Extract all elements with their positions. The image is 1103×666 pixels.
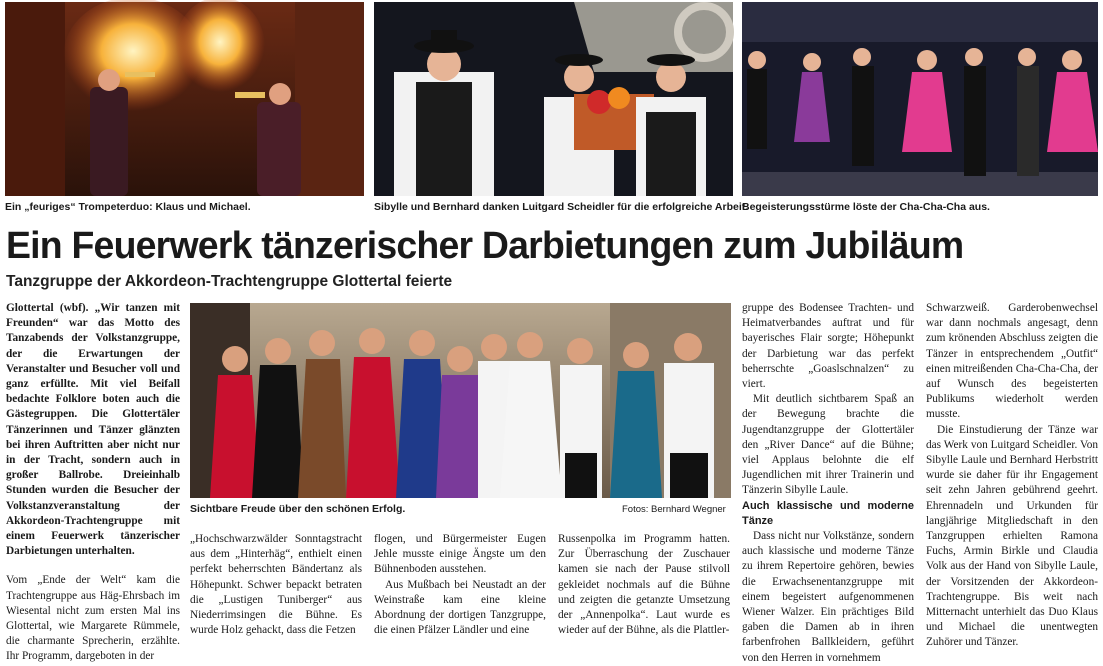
- article-section-heading: Auch klassische und moderne Tänze: [742, 499, 914, 527]
- photo-group: [190, 303, 731, 498]
- photo-trumpet-duo: [5, 2, 364, 196]
- article-paragraph: Aus Mußbach bei Neustadt an der Weinstraße kam eine kleine Abordnung der dortigen Tanzgruppe, die einen Pfälzer Ländler und eine: [374, 578, 546, 637]
- article-column-4: [558, 532, 730, 635]
- article-paragraph: Schwarzweiß. Garderobenwechsel war dann nochmals angesagt, denn zum krönenden Abschluss zeigten die Tänzer in entsprechendem „Outfit“ einen mitreißenden Cha-Cha-Cha, der auf Wunsch des begeisterten Publikums wiederholt werden musste.: [926, 302, 1098, 421]
- article-paragraph: „Hochschwarzwälder Sonntagstracht aus dem „Hinterhäg“, enthielt einen perfekt beherrschten Bändertanz als Höhepunkt. Schwer bepackt betraten die „Lustigen Tuniberger“ aus Niederrimsingen die Bühne. Es wurde Holz gehackt, dass die Fetzen: [190, 533, 362, 637]
- byline: Glottertal (wbf).: [6, 302, 89, 314]
- article-paragraph: Die Einstudierung der Tänze war das Werk von Luitgard Scheidler. Von Sibylle Laule und Bernhard Herbstritt wurde sie daher für ihr Engagement seit zehn Jahren gebührend geehrt. Ehrennadeln und Urkunden für langjährige Mitgliedschaft in den Tanzgruppen erhielten Ramona Fuchs, Armin Birkle und Claudia Volk aus der Hand von Sibylle Laule, der Vorsitzenden der Akkordeon-Trachtengruppe. Bis weit nach Mitternacht unterhielt das Duo Klaus und Michael die unentwegten Zuhörer und Tänzer.: [926, 423, 1098, 649]
- lead-text: „Wir tanzen mit Freunden“ war das Motto des Tanzabends der Volkstanzgruppe, der die Erwartungen der Veranstalter und Besucher voll und ganz erfüllte. Mit viel Beifall bedachte Folklore boten auch die Gästegruppen. Die Glottertäler Tänzerinnen und Tänzer glänzten bei ihren Auftritten aber nicht nur in der Tracht, sondern auch in großer Ballrobe. Dreieinhalb Stunden wurden die Besucher der Volkstanzveranstaltung der Akkordeon-Trachtengruppe mit einem Feuerwerk tänzerischer Darbietungen unterhalten.: [6, 302, 180, 558]
- article-column-1: [6, 301, 180, 663]
- photo-credit: Fotos: Bernhard Wegner: [622, 504, 726, 515]
- article-column-3: [374, 532, 546, 635]
- article-column-2: [190, 532, 362, 635]
- photo-caption-honoring: Sibylle und Bernhard danken Luitgard Scheidler für die erfolgreiche Arbeit.: [374, 201, 749, 213]
- photo-caption-cha-cha-cha: Begeisterungsstürme löste der Cha-Cha-Cha aus.: [742, 201, 990, 213]
- article-paragraph: gruppe des Bodensee Trachten- und Heimatverbandes auftrat und für bayerisches Flair sorgte; Höhepunkt der Darbietung war das perfekt beherrschte „Goaslschnalzen“ zu viert.: [742, 302, 914, 391]
- article-paragraph: Dass nicht nur Volkstänze, sondern auch klassische und moderne Tänze zu ihrem Repertoire gehören, bewies die Erwachsenentanzgruppe mit einem begeistert aufgenommenen Wiener Walzer. Ein prächtiges Bild gaben die Damen ab in ihren farbenfrohen Ballkleidern, geführt von den Herren in vornehmem: [742, 530, 914, 664]
- article-paragraph: flogen, und Bürgermeister Eugen Jehle musste einige Ängste um den Bühnenboden ausstehen.: [374, 533, 546, 576]
- photo-cha-cha-cha: [742, 2, 1098, 196]
- article-paragraph: Vom „Ende der Welt“ kam die Trachtengruppe aus Häg-Ehrsbach im Wiesental nicht zum ersten Mal ins Glottertal, wie Margarete Rümmele, die charmante Sprecherin, erzählte. Ihr Programm, dargeboten in der: [6, 574, 180, 663]
- article-column-6: [926, 301, 1098, 649]
- article-headline: Ein Feuerwerk tänzerischer Darbietungen zum Jubiläum: [6, 225, 964, 267]
- article-column-5: [742, 301, 914, 664]
- photo-caption-trumpet: Ein „feuriges“ Trompeterduo: Klaus und Michael.: [5, 201, 251, 213]
- article-subheadline: Tanzgruppe der Akkordeon-Trachtengruppe Glottertal feierte: [6, 273, 453, 290]
- article-lead-paragraph: [6, 301, 180, 559]
- photo-caption-group: Sichtbare Freude über den schönen Erfolg.: [190, 503, 406, 515]
- article-paragraph: Russenpolka im Programm hatten. Zur Überraschung der Zuschauer kamen sie nach der Pause stilvoll gekleidet nochmals auf die Bühne und zeigten die getanzte Umsetzung der „Annenpolka“. Laut wurde es wieder auf der Bühne, als die Plattler-: [558, 533, 730, 637]
- article-paragraph: Mit deutlich sichtbarem Spaß an der Bewegung brachte die Jugendtanzgruppe der Glottertäler den „River Dance“ auf die Bühne; viel Applaus belohnte die elf Jugendlichen mit ihrer Trainerin und Tänzerin Sibylle Laule.: [742, 393, 914, 497]
- photo-honoring: [374, 2, 733, 196]
